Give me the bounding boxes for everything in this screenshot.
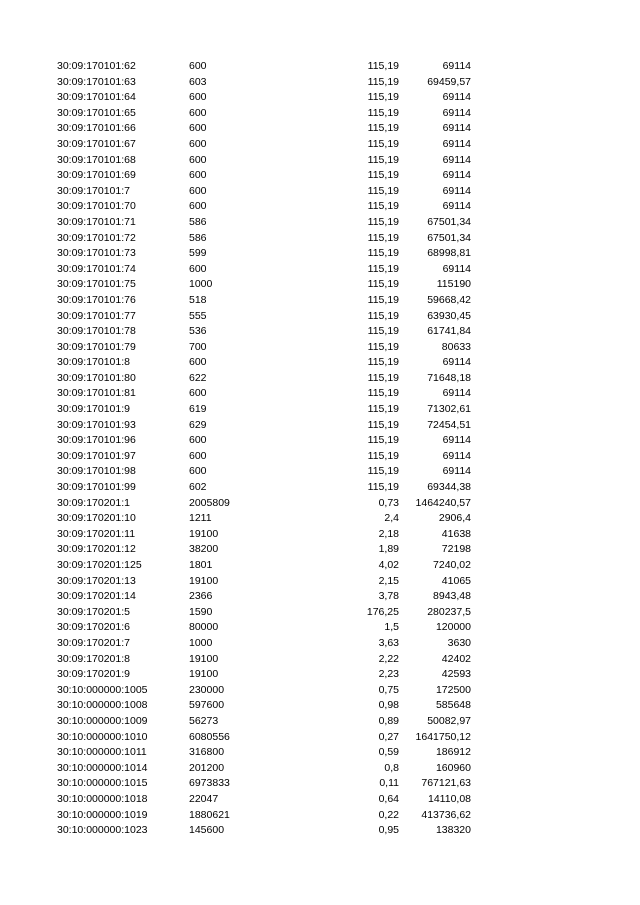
value-cell: 59668,42 [427, 293, 471, 306]
area-cell: 56273 [189, 714, 219, 727]
rate-cell: 0,75 [378, 683, 399, 696]
value-cell: 72454,51 [427, 418, 471, 431]
cadastral-number-cell: 30:10:000000:1010 [57, 730, 148, 743]
rate-cell: 1,89 [378, 543, 399, 556]
table-row [0, 262, 640, 278]
table-row [0, 480, 640, 496]
cadastral-number-cell: 30:10:000000:1019 [57, 808, 148, 821]
cadastral-number-cell: 30:10:000000:1005 [57, 683, 148, 696]
cadastral-number-cell: 30:09:170201:13 [57, 574, 136, 587]
cadastral-number-cell: 30:09:170101:63 [57, 75, 136, 88]
value-cell: 14110,08 [427, 792, 471, 805]
cadastral-number-cell: 30:09:170201:8 [57, 652, 130, 665]
value-cell: 69114 [442, 449, 471, 462]
area-cell: 619 [189, 403, 207, 416]
cadastral-number-cell: 30:09:170101:70 [57, 200, 136, 213]
cadastral-number-cell: 30:09:170101:68 [57, 153, 136, 166]
rate-cell: 115,19 [367, 449, 399, 462]
table-row [0, 168, 640, 184]
area-cell: 1000 [189, 636, 213, 649]
value-cell: 69114 [442, 262, 471, 275]
area-cell: 518 [189, 293, 207, 306]
table-row [0, 371, 640, 387]
value-cell: 115190 [436, 278, 471, 291]
area-cell: 600 [189, 387, 207, 400]
rate-cell: 115,19 [367, 106, 399, 119]
cadastral-number-cell: 30:10:000000:1008 [57, 699, 148, 712]
cadastral-number-cell: 30:10:000000:1018 [57, 792, 148, 805]
value-cell: 585648 [435, 699, 471, 712]
value-cell: 186912 [435, 746, 471, 759]
cadastral-number-cell: 30:09:170101:77 [57, 309, 136, 322]
rate-cell: 115,19 [367, 91, 399, 104]
area-cell: 600 [189, 153, 207, 166]
area-cell: 316800 [189, 746, 225, 759]
area-cell: 600 [189, 106, 207, 119]
area-cell: 600 [189, 200, 207, 213]
rate-cell: 115,19 [367, 293, 399, 306]
cadastral-number-cell: 30:09:170101:97 [57, 449, 136, 462]
area-cell: 230000 [189, 683, 225, 696]
rate-cell: 176,25 [366, 605, 399, 618]
table-row [0, 324, 640, 340]
area-cell: 19100 [189, 668, 219, 681]
area-cell: 700 [189, 340, 207, 353]
table-row [0, 714, 640, 730]
rate-cell: 115,19 [367, 247, 399, 260]
area-cell: 2366 [189, 590, 213, 603]
rate-cell: 115,19 [367, 153, 399, 166]
table-row [0, 730, 640, 746]
area-cell: 145600 [189, 824, 225, 837]
table-row [0, 558, 640, 574]
rate-cell: 0,95 [378, 824, 399, 837]
area-cell: 599 [189, 247, 207, 260]
rate-cell: 4,02 [378, 559, 399, 571]
value-cell: 3630 [447, 636, 471, 649]
area-cell: 586 [189, 215, 207, 228]
cadastral-number-cell: 30:09:170101:73 [57, 247, 136, 260]
rate-cell: 115,19 [367, 434, 399, 447]
value-cell: 41065 [441, 574, 471, 587]
area-cell: 38200 [189, 543, 219, 556]
cadastral-number-cell: 30:09:170101:67 [57, 137, 136, 150]
rate-cell: 1,5 [384, 621, 399, 634]
cadastral-number-cell: 30:10:000000:1014 [57, 761, 148, 774]
area-cell: 80000 [189, 621, 219, 634]
value-cell: 69114 [442, 91, 471, 104]
value-cell: 71302,61 [427, 403, 471, 416]
area-cell: 600 [189, 262, 207, 275]
rate-cell: 115,19 [367, 75, 399, 88]
table-row [0, 589, 640, 605]
value-cell: 8943,48 [433, 590, 471, 603]
cadastral-number-cell: 30:09:170101:75 [57, 278, 136, 291]
area-cell: 1801 [189, 559, 213, 571]
cadastral-number-cell: 30:09:170101:7 [57, 184, 130, 197]
table-row [0, 527, 640, 543]
cadastral-number-cell: 30:09:170101:9 [57, 403, 130, 416]
area-cell: 600 [189, 137, 207, 150]
table-row [0, 137, 640, 153]
cadastral-number-cell: 30:09:170101:96 [57, 434, 136, 447]
table-row [0, 745, 640, 761]
area-cell: 600 [189, 184, 207, 197]
table-row [0, 574, 640, 590]
area-cell: 600 [189, 356, 207, 369]
rate-cell: 0,89 [378, 714, 399, 727]
table-row [0, 184, 640, 200]
table-row [0, 636, 640, 652]
cadastral-number-cell: 30:09:170101:74 [57, 262, 136, 275]
rate-cell: 0,59 [378, 746, 399, 759]
table-row [0, 620, 640, 636]
table-row [0, 542, 640, 558]
table-row [0, 433, 640, 449]
rate-cell: 115,19 [367, 60, 399, 72]
cadastral-number-cell: 30:09:170101:71 [57, 215, 136, 228]
value-cell: 80633 [441, 340, 471, 353]
table-row [0, 683, 640, 699]
table-row [0, 792, 640, 808]
area-cell: 600 [189, 60, 207, 72]
table-row [0, 75, 640, 91]
area-cell: 19100 [189, 527, 219, 540]
value-cell: 69114 [442, 122, 471, 135]
cadastral-number-cell: 30:09:170201:7 [57, 636, 130, 649]
value-cell: 61741,84 [427, 325, 471, 338]
table-row [0, 231, 640, 247]
table-row [0, 823, 640, 839]
rate-cell: 115,19 [367, 325, 399, 338]
area-cell: 597600 [189, 699, 225, 712]
rate-cell: 0,64 [378, 792, 399, 805]
table-row [0, 355, 640, 371]
area-cell: 19100 [189, 652, 219, 665]
area-cell: 6973833 [189, 777, 230, 790]
table-row [0, 418, 640, 434]
table-row [0, 277, 640, 293]
rate-cell: 115,19 [367, 137, 399, 150]
cadastral-number-cell: 30:09:170101:99 [57, 481, 136, 494]
cadastral-number-cell: 30:09:170101:78 [57, 325, 136, 338]
rate-cell: 115,19 [367, 262, 399, 275]
value-cell: 69114 [442, 169, 471, 182]
value-cell: 69459,57 [427, 75, 471, 88]
cadastral-number-cell: 30:09:170201:10 [57, 512, 136, 525]
value-cell: 69114 [442, 60, 471, 72]
rate-cell: 2,15 [378, 574, 399, 587]
value-cell: 42593 [441, 668, 471, 681]
area-cell: 600 [189, 434, 207, 447]
table-row [0, 511, 640, 527]
value-cell: 69114 [442, 465, 471, 478]
rate-cell: 2,4 [384, 512, 399, 525]
table-row [0, 667, 640, 683]
value-cell: 69114 [442, 106, 471, 119]
value-cell: 280237,5 [427, 605, 471, 618]
table-row [0, 652, 640, 668]
value-cell: 69114 [442, 434, 471, 447]
rate-cell: 115,19 [367, 184, 399, 197]
cadastral-number-cell: 30:09:170201:11 [57, 527, 136, 540]
table-row [0, 246, 640, 262]
cadastral-number-cell: 30:09:170201:125 [57, 559, 142, 571]
area-cell: 19100 [189, 574, 219, 587]
cadastral-number-cell: 30:10:000000:1015 [57, 777, 148, 790]
rate-cell: 0,27 [378, 730, 399, 743]
cadastral-number-cell: 30:09:170201:6 [57, 621, 130, 634]
value-cell: 42402 [441, 652, 471, 665]
cadastral-number-cell: 30:09:170201:9 [57, 668, 130, 681]
value-cell: 1641750,12 [415, 730, 471, 743]
area-cell: 622 [189, 371, 207, 384]
cadastral-number-cell: 30:09:170101:66 [57, 122, 136, 135]
table-row [0, 808, 640, 824]
cadastral-number-cell: 30:09:170101:79 [57, 340, 136, 353]
area-cell: 201200 [189, 761, 225, 774]
table-row [0, 121, 640, 137]
area-cell: 536 [189, 325, 207, 338]
cadastral-number-cell: 30:09:170101:8 [57, 356, 130, 369]
rate-cell: 115,19 [367, 200, 399, 213]
value-cell: 172500 [435, 683, 471, 696]
cadastral-number-cell: 30:09:170101:62 [57, 60, 136, 72]
area-cell: 600 [189, 449, 207, 462]
area-cell: 6080556 [189, 730, 230, 743]
table-row [0, 605, 640, 621]
table-row [0, 449, 640, 465]
rate-cell: 115,19 [367, 465, 399, 478]
cadastral-number-cell: 30:10:000000:1023 [57, 824, 148, 837]
rate-cell: 115,19 [367, 371, 399, 384]
rate-cell: 0,98 [378, 699, 399, 712]
table-row [0, 340, 640, 356]
table-row [0, 59, 640, 75]
cadastral-number-cell: 30:09:170101:72 [57, 231, 136, 244]
table-row [0, 464, 640, 480]
area-cell: 1880621 [189, 808, 230, 821]
rate-cell: 0,8 [384, 761, 399, 774]
cadastral-number-cell: 30:09:170201:14 [57, 590, 136, 603]
cadastral-number-cell: 30:09:170201:1 [57, 496, 130, 509]
table-row [0, 776, 640, 792]
rate-cell: 115,19 [367, 418, 399, 431]
rate-cell: 115,19 [367, 231, 399, 244]
table-row [0, 215, 640, 231]
cadastral-number-cell: 30:09:170101:93 [57, 418, 136, 431]
rate-cell: 0,22 [378, 808, 399, 821]
value-cell: 67501,34 [427, 215, 471, 228]
table-row [0, 496, 640, 512]
rate-cell: 115,19 [367, 169, 399, 182]
rate-cell: 115,19 [367, 387, 399, 400]
value-cell: 7240,02 [433, 559, 471, 571]
value-cell: 2906,4 [438, 512, 471, 525]
value-cell: 160960 [435, 761, 471, 774]
area-cell: 22047 [189, 792, 219, 805]
table-row [0, 386, 640, 402]
rate-cell: 2,18 [378, 527, 399, 540]
value-cell: 120000 [435, 621, 471, 634]
area-cell: 603 [189, 75, 207, 88]
value-cell: 69344,38 [427, 481, 471, 494]
value-cell: 71648,18 [427, 371, 471, 384]
value-cell: 63930,45 [427, 309, 471, 322]
value-cell: 413736,62 [421, 808, 471, 821]
area-cell: 600 [189, 91, 207, 104]
area-cell: 629 [189, 418, 207, 431]
rate-cell: 0,73 [378, 496, 399, 509]
cadastral-number-cell: 30:09:170101:98 [57, 465, 136, 478]
value-cell: 50082,97 [427, 714, 471, 727]
cadastral-number-cell: 30:09:170101:80 [57, 371, 136, 384]
rate-cell: 115,19 [367, 356, 399, 369]
table-row [0, 698, 640, 714]
rate-cell: 115,19 [367, 403, 399, 416]
rate-cell: 0,11 [379, 777, 399, 790]
value-cell: 68998,81 [427, 247, 471, 260]
area-cell: 600 [189, 122, 207, 135]
data-table [0, 59, 640, 839]
value-cell: 69114 [442, 356, 471, 369]
area-cell: 600 [189, 465, 207, 478]
cadastral-number-cell: 30:09:170101:76 [57, 293, 136, 306]
cadastral-number-cell: 30:09:170201:12 [57, 543, 136, 556]
table-row [0, 402, 640, 418]
rate-cell: 115,19 [367, 309, 399, 322]
table-row [0, 293, 640, 309]
rate-cell: 115,19 [367, 340, 399, 353]
area-cell: 1590 [189, 605, 213, 618]
value-cell: 69114 [442, 200, 471, 213]
table-row [0, 106, 640, 122]
area-cell: 555 [189, 309, 207, 322]
area-cell: 586 [189, 231, 207, 244]
rate-cell: 3,78 [378, 590, 399, 603]
rate-cell: 115,19 [367, 278, 399, 291]
value-cell: 67501,34 [427, 231, 471, 244]
value-cell: 138320 [435, 824, 471, 837]
table-row [0, 199, 640, 215]
rate-cell: 3,63 [378, 636, 399, 649]
area-cell: 600 [189, 169, 207, 182]
cadastral-number-cell: 30:09:170101:69 [57, 169, 136, 182]
value-cell: 1464240,57 [415, 496, 471, 509]
rate-cell: 115,19 [367, 215, 399, 228]
cadastral-number-cell: 30:09:170101:65 [57, 106, 136, 119]
rate-cell: 115,19 [367, 481, 399, 494]
cadastral-number-cell: 30:10:000000:1009 [57, 714, 148, 727]
value-cell: 69114 [442, 184, 471, 197]
area-cell: 1000 [189, 278, 213, 291]
table-row [0, 309, 640, 325]
rate-cell: 115,19 [367, 122, 399, 135]
table-row [0, 761, 640, 777]
area-cell: 1211 [189, 512, 212, 525]
area-cell: 602 [189, 481, 207, 494]
value-cell: 41638 [441, 527, 471, 540]
value-cell: 69114 [442, 137, 471, 150]
value-cell: 69114 [442, 153, 471, 166]
table-row [0, 90, 640, 106]
cadastral-number-cell: 30:09:170201:5 [57, 605, 130, 618]
area-cell: 2005809 [189, 496, 230, 509]
value-cell: 69114 [442, 387, 471, 400]
rate-cell: 2,22 [378, 652, 399, 665]
value-cell: 72198 [441, 543, 471, 556]
value-cell: 767121,63 [421, 777, 471, 790]
cadastral-number-cell: 30:10:000000:1011 [57, 746, 147, 759]
rate-cell: 2,23 [378, 668, 399, 681]
cadastral-number-cell: 30:09:170101:81 [57, 387, 136, 400]
table-row [0, 153, 640, 169]
cadastral-number-cell: 30:09:170101:64 [57, 91, 136, 104]
